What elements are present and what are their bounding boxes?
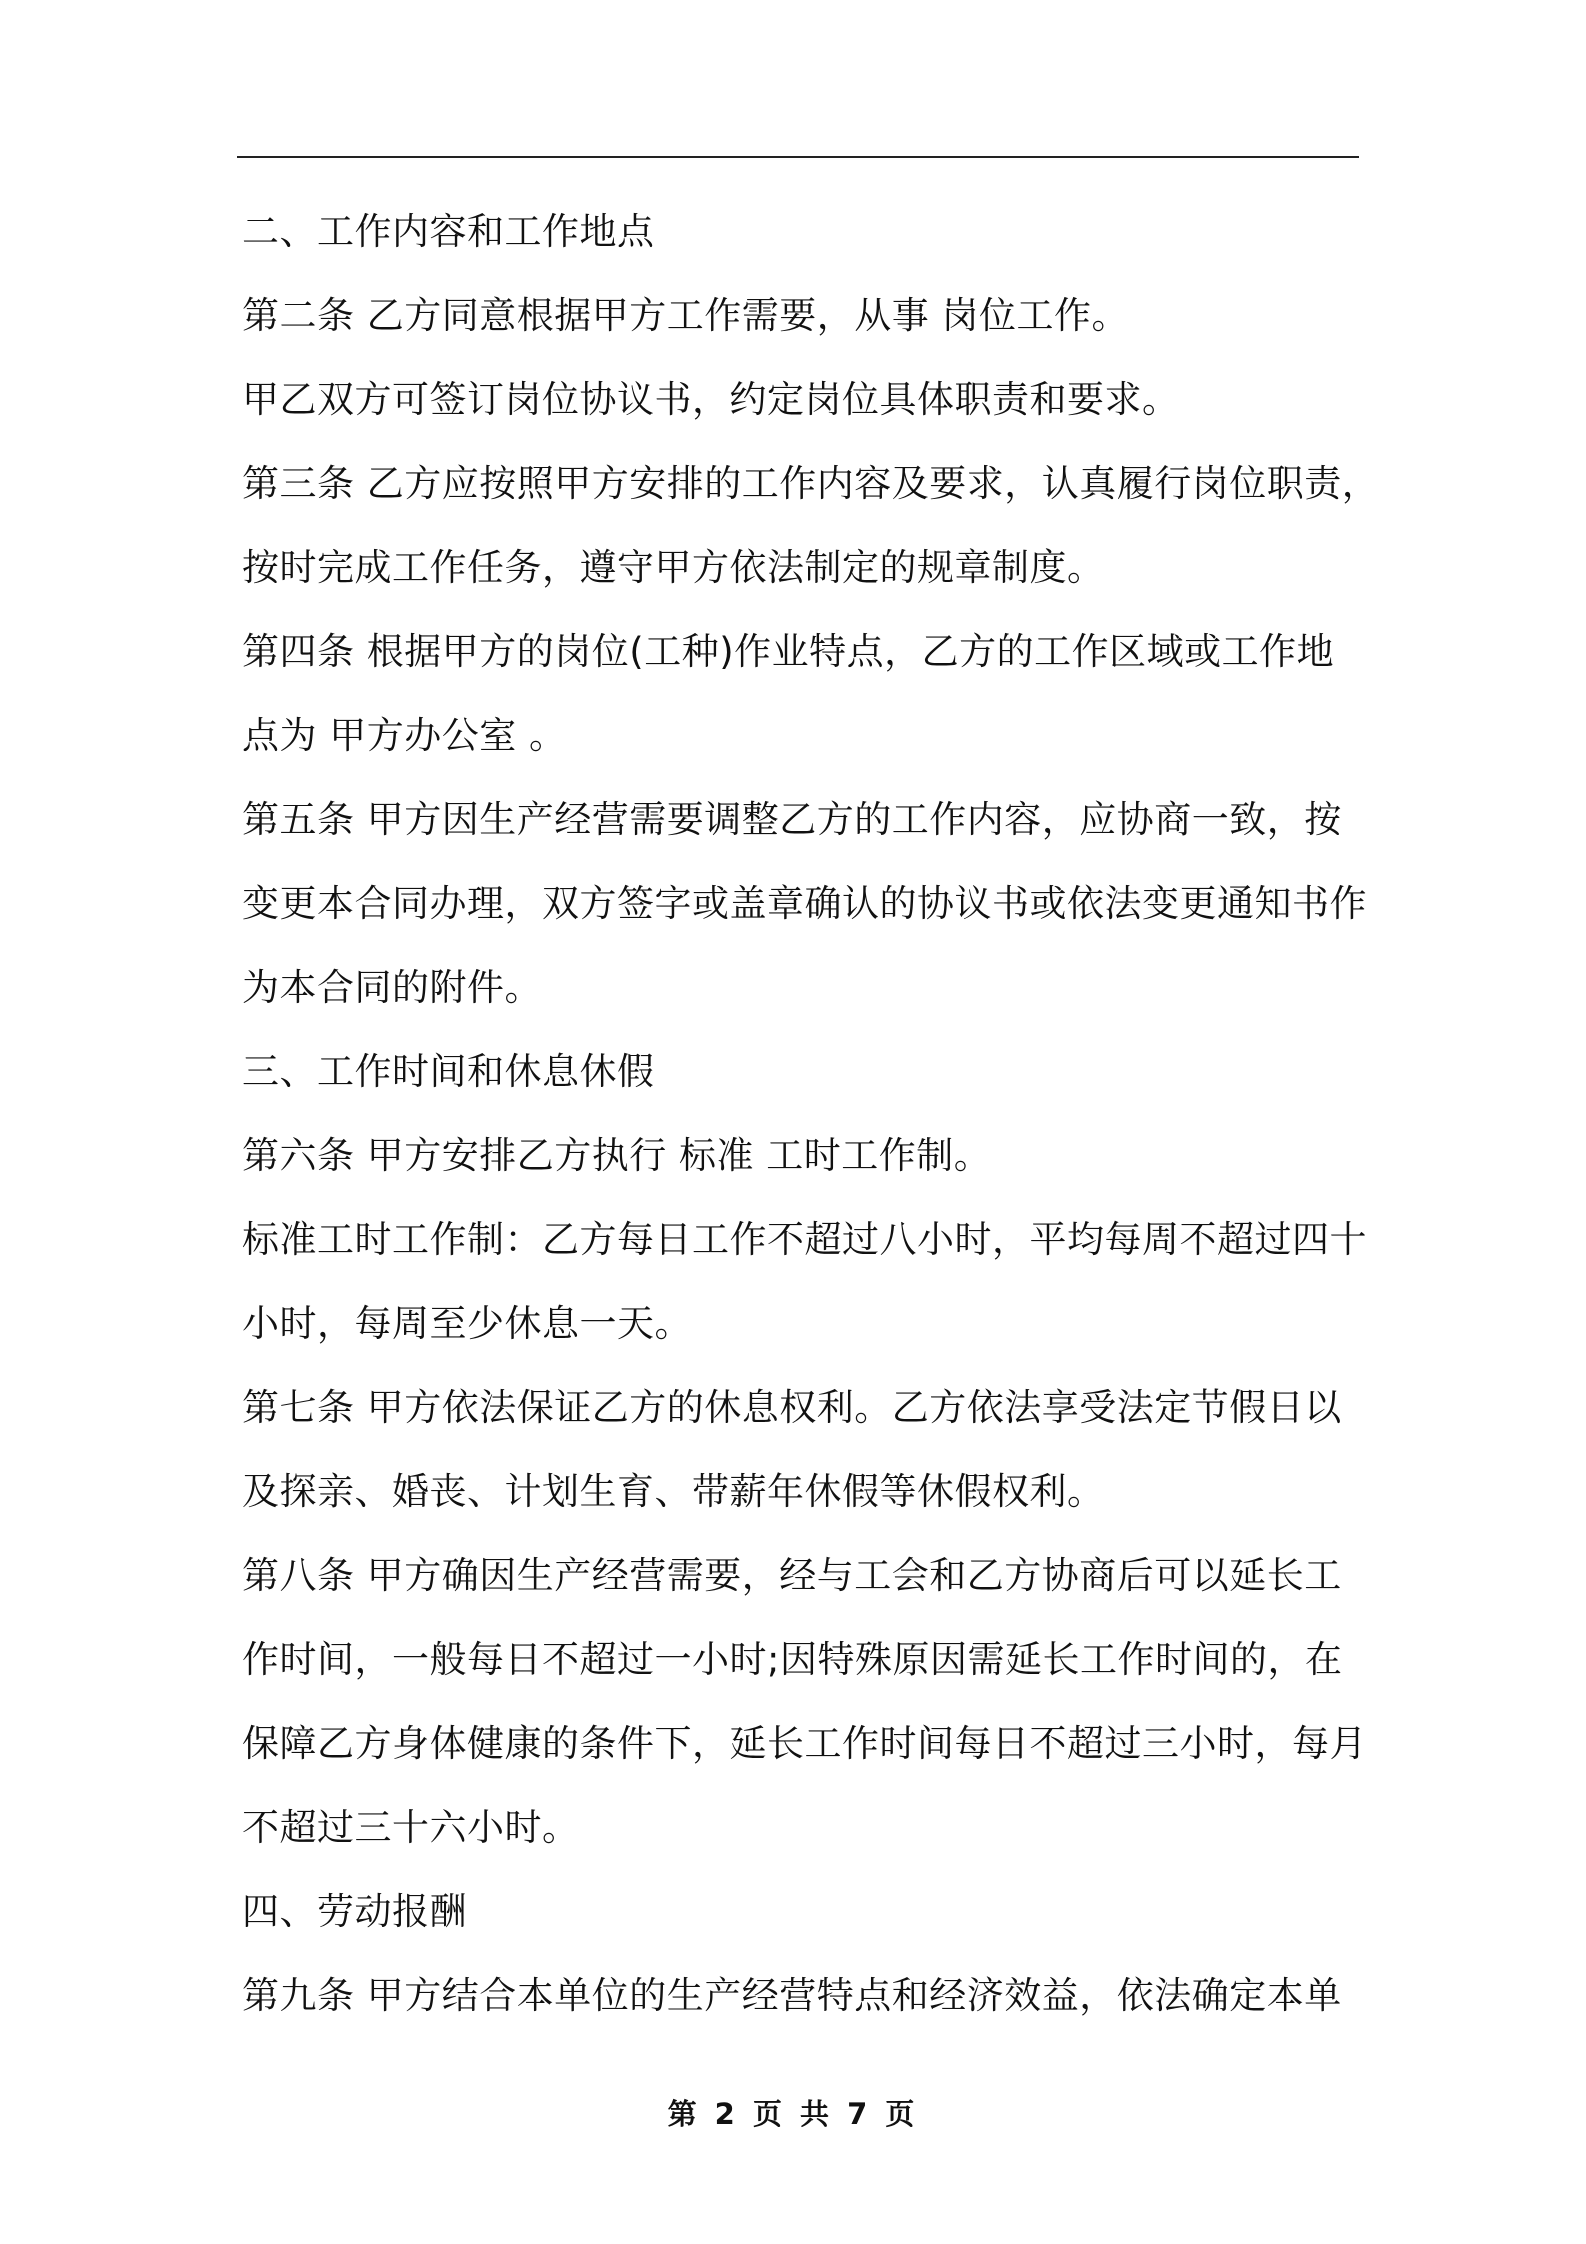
page-number-footer: 第 2 页 共 7 页 xyxy=(667,2097,919,2131)
article-5-line-1: 第五条 甲方因生产经营需要调整乙方的工作内容，应协商一致，按 xyxy=(242,798,1342,841)
section-heading-3: 三、工作时间和休息休假 xyxy=(242,1050,655,1093)
article-5-line-2: 变更本合同办理，双方签字或盖章确认的协议书或依法变更通知书作 xyxy=(242,882,1367,925)
document-body xyxy=(242,190,1380,2038)
article-9-line-1: 第九条 甲方结合本单位的生产经营特点和经济效益，依法确定本单 xyxy=(242,1974,1342,2017)
article-5-line-3: 为本合同的附件。 xyxy=(242,966,542,1009)
section-heading-2: 二、工作内容和工作地点 xyxy=(242,210,655,253)
article-7-line-1: 第七条 甲方依法保证乙方的休息权利。乙方依法享受法定节假日以 xyxy=(242,1386,1342,1429)
article-3-line-2: 按时完成工作任务，遵守甲方依法制定的规章制度。 xyxy=(242,546,1105,589)
article-8-line-1: 第八条 甲方确因生产经营需要，经与工会和乙方协商后可以延长工 xyxy=(242,1554,1342,1597)
article-6-line-1: 第六条 甲方安排乙方执行 标准 工时工作制。 xyxy=(242,1134,992,1177)
article-3-line-1: 第三条 乙方应按照甲方安排的工作内容及要求，认真履行岗位职责， xyxy=(242,462,1380,505)
article-8-line-3: 保障乙方身体健康的条件下，延长工作时间每日不超过三小时，每月 xyxy=(242,1722,1367,1765)
header-rule xyxy=(237,156,1359,158)
article-7-line-2: 及探亲、婚丧、计划生育、带薪年休假等休假权利。 xyxy=(242,1470,1105,1513)
article-8-line-4: 不超过三十六小时。 xyxy=(242,1806,580,1849)
article-2-line-2: 甲乙双方可签订岗位协议书，约定岗位具体职责和要求。 xyxy=(242,378,1180,421)
section-heading-4: 四、劳动报酬 xyxy=(242,1890,467,1933)
article-8-line-2: 作时间，一般每日不超过一小时;因特殊原因需延长工作时间的，在 xyxy=(242,1638,1343,1681)
article-2-line-1: 第二条 乙方同意根据甲方工作需要，从事 岗位工作。 xyxy=(242,294,1130,337)
article-4-line-1: 第四条 根据甲方的岗位(工种)作业特点，乙方的工作区域或工作地 xyxy=(242,630,1335,673)
standard-hours-line-2: 小时，每周至少休息一天。 xyxy=(242,1302,692,1345)
article-4-line-2: 点为 甲方办公室 。 xyxy=(242,714,567,757)
standard-hours-line-1: 标准工时工作制：乙方每日工作不超过八小时，平均每周不超过四十 xyxy=(242,1218,1367,1261)
